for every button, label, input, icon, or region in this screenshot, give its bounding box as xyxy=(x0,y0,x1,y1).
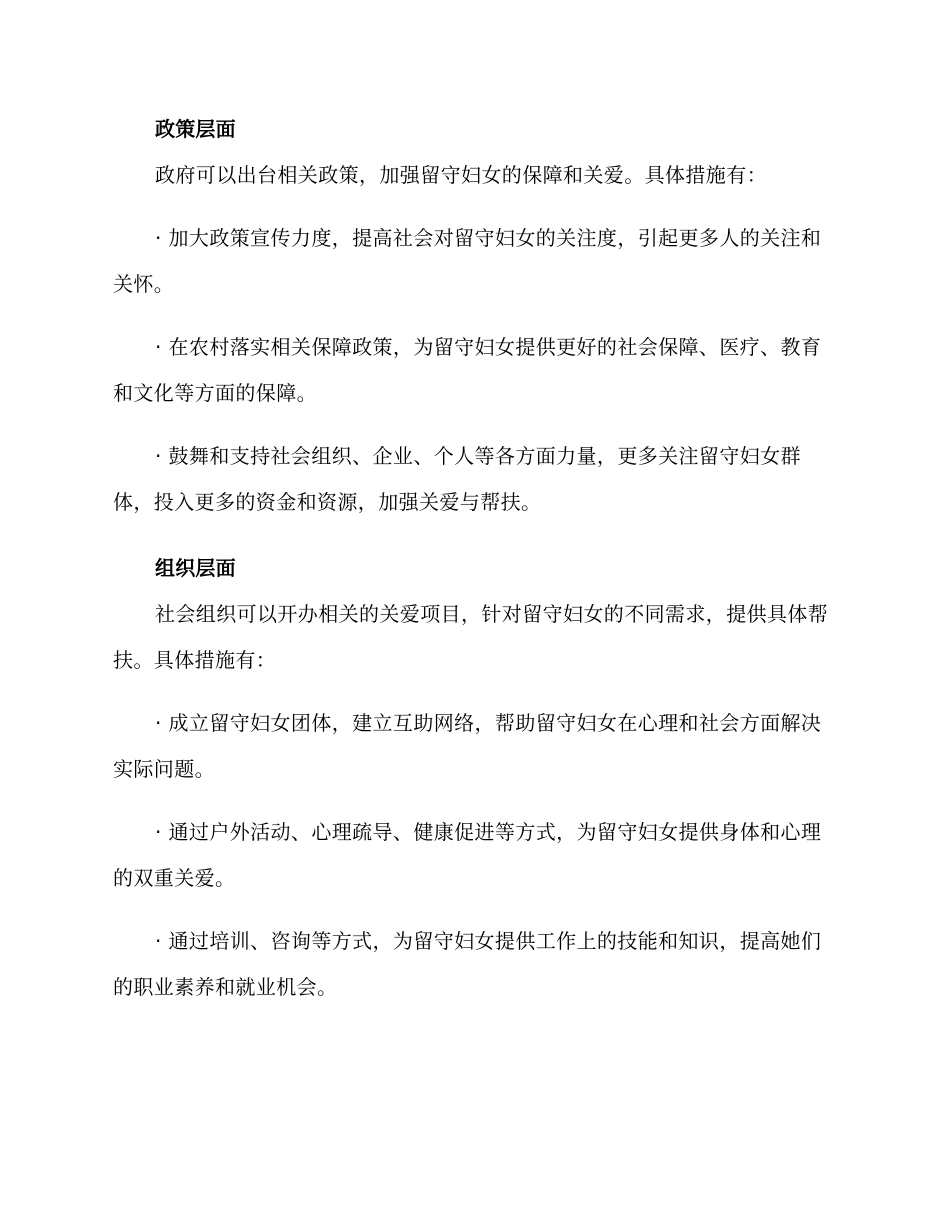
paragraph: 社会组织可以开办相关的关爱项目，针对留守妇女的不同需求，提供具体帮扶。具体措施有： xyxy=(113,602,829,672)
section-heading-organization: 组织层面 xyxy=(155,556,236,580)
paragraph: 政府可以出台相关政策，加强留守妇女的保障和关爱。具体措施有： xyxy=(155,163,767,187)
bullet-item: · 通过培训、咨询等方式，为留守妇女提供工作上的技能和知识，提高她们的职业素养和就业机会。 xyxy=(113,929,822,999)
bullet-item: · 通过户外活动、心理疏导、健康促进等方式，为留守妇女提供身体和心理的双重关爱。 xyxy=(113,820,822,890)
document-body xyxy=(113,112,831,1010)
bullet-item: · 鼓舞和支持社会组织、企业、个人等各方面力量，更多关注留守妇女群体，投入更多的资金和资源，加强关爱与帮扶。 xyxy=(113,444,801,514)
bullet-item: · 在农村落实相关保障政策，为留守妇女提供更好的社会保障、医疗、教育和文化等方面的保障。 xyxy=(113,335,822,405)
bullet-item: · 加大政策宣传力度，提高社会对留守妇女的关注度，引起更多人的关注和关怀。 xyxy=(113,226,822,296)
section-heading-policy: 政策层面 xyxy=(155,117,236,141)
bullet-item: · 成立留守妇女团体，建立互助网络，帮助留守妇女在心理和社会方面解决实际问题。 xyxy=(113,711,822,781)
